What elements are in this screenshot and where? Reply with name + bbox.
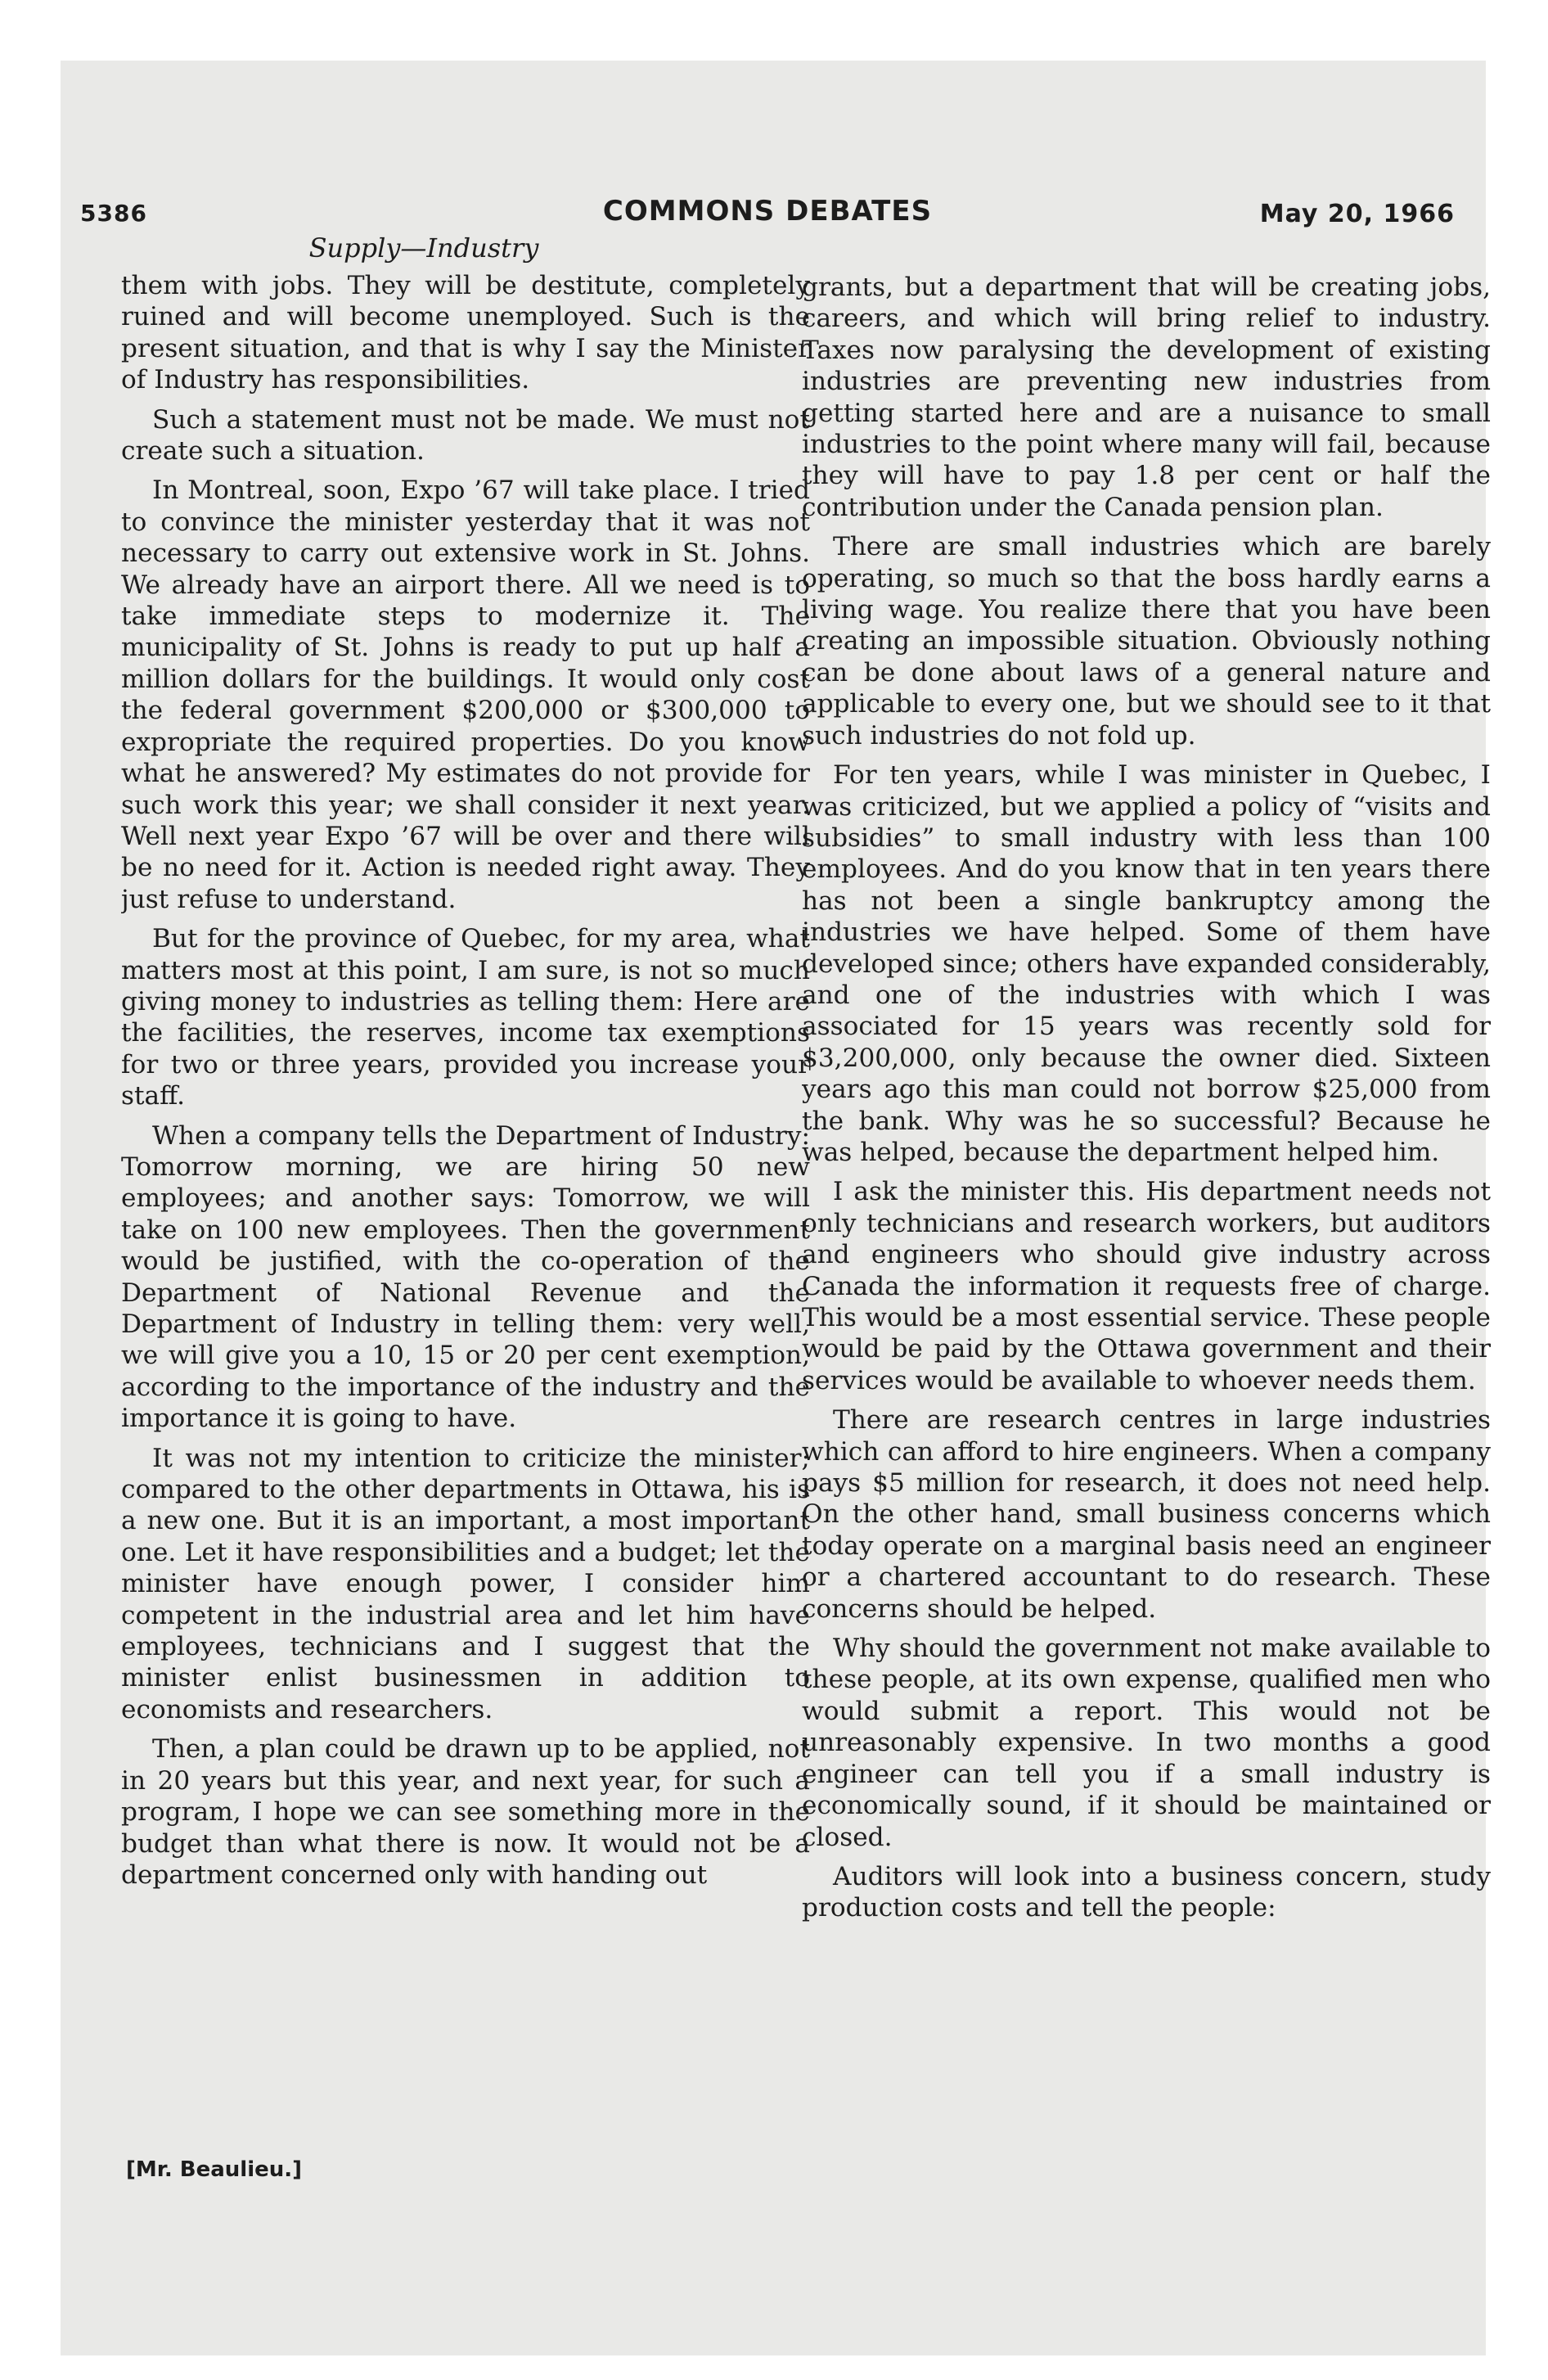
left-column	[121, 270, 810, 2152]
running-head: Supply—Industry	[308, 232, 539, 264]
paragraph: There are research centres in large industries which can afford to hire engineers. When a company pays $5 million for research, it does not need help. On the other hand, small business concerns which today operate on a marginal basis need an engineer or a chartered accountant to do research. These concerns should be helped.	[802, 1405, 1491, 1624]
paragraph: Then, a plan could be drawn up to be applied, not in 20 years but this year, and next year, for such a program, I hope we can see something more in the budget than what there is now. It would not be a department concerned only with handing out	[121, 1734, 810, 1890]
page-number: 5386	[80, 200, 147, 227]
debate-date: May 20, 1966	[1259, 200, 1455, 228]
publication-title: COMMONS DEBATES	[602, 195, 933, 228]
right-column	[802, 272, 1491, 2154]
paragraph: For ten years, while I was minister in Quebec, I was criticized, but we applied a policy of “visits and subsidies” to small industry with less than 100 employees. And do you know that in ten years there has not been a single bankruptcy among the industries we have helped. Some of them have developed since; others have expanded considerably, and one of the industries with which I was associated for 15 years was recently sold for $3,200,000, only because the owner died. Sixteen years ago this man could not borrow $25,000 from the bank. Why was he so successful? Because he was helped, because the department helped him.	[802, 760, 1491, 1167]
page-header	[80, 195, 1455, 236]
speaker-note: [Mr. Beaulieu.]	[126, 2157, 303, 2182]
paragraph: them with jobs. They will be destitute, completely ruined and will become unemployed. Such is the present situation, and that is why I say the Minister of Industry has responsibilities.	[121, 271, 810, 395]
paragraph: grants, but a department that will be creating jobs, careers, and which will bring relief to industry. Taxes now paralysing the development of existing industries are preventing new industries from getting started here and are a nuisance to small industries to the point where many will fail, because they will have to pay 1.8 per cent or half the contribution under the Canada pension plan.	[802, 273, 1491, 522]
paragraph: Why should the government not make available to these people, at its own expense, qualified men who would submit a report. This would not be unreasonably expensive. In two months a good engineer can tell you if a small industry is economically sound, if it should be maintained or closed.	[802, 1634, 1491, 1852]
paragraph: There are small industries which are barely operating, so much so that the boss hardly earns a living wage. You realize there that you have been creating an impossible situation. Obviously nothing can be done about laws of a general nature and applicable to every one, but we should see to it that such industries do not fold up.	[802, 532, 1491, 751]
paragraph: It was not my intention to criticize the minister; compared to the other departments in Ottawa, his is a new one. But it is an important, a most important one. Let it have responsibilities and a budget; let the minister have enough power, I consider him competent in the industrial area and let him have employees, technicians and I suggest that the minister enlist businessmen in addition to economists and researchers.	[121, 1443, 810, 1724]
paragraph: In Montreal, soon, Expo ’67 will take place. I tried to convince the minister yesterday that it was not necessary to carry out extensive work in St. Johns. We already have an airport there. All we need is to take immediate steps to modernize it. The municipality of St. Johns is ready to put up half a million dollars for the buildings. It would only cost the federal government $200,000 or $300,000 to expropriate the required properties. Do you know what he answered? My estimates do not provide for such work this year; we shall consider it next year. Well next year Expo ’67 will be over and there will be no need for it. Action is needed right away. They just refuse to understand.	[121, 476, 810, 914]
paragraph: Auditors will look into a business concern, study production costs and tell the people:	[802, 1861, 1491, 1923]
paragraph: I ask the minister this. His department needs not only technicians and research workers, but auditors and engineers who should give industry across Canada the information it requests free of charge. This would be a most essential service. These people would be paid by the Ottawa government and their services would be available to whoever needs them.	[802, 1177, 1491, 1395]
paragraph: But for the province of Quebec, for my area, what matters most at this point, I am sure, is not so much giving money to industries as telling them: Here are the facilities, the reserves, income tax exemptions for two or three years, provided you increase your staff.	[121, 924, 810, 1111]
paragraph: Such a statement must not be made. We must not create such a situation.	[121, 404, 810, 467]
paragraph: When a company tells the Department of Industry: Tomorrow morning, we are hiring 50 new employees; and another says: Tomorrow, we will take on 100 new employees. Then the government would be justified, with the co-operation of the Department of National Revenue and the Department of Industry in telling them: very well, we will give you a 10, 15 or 20 per cent exemption, according to the importance of the industry and the importance it is going to have.	[121, 1120, 810, 1434]
